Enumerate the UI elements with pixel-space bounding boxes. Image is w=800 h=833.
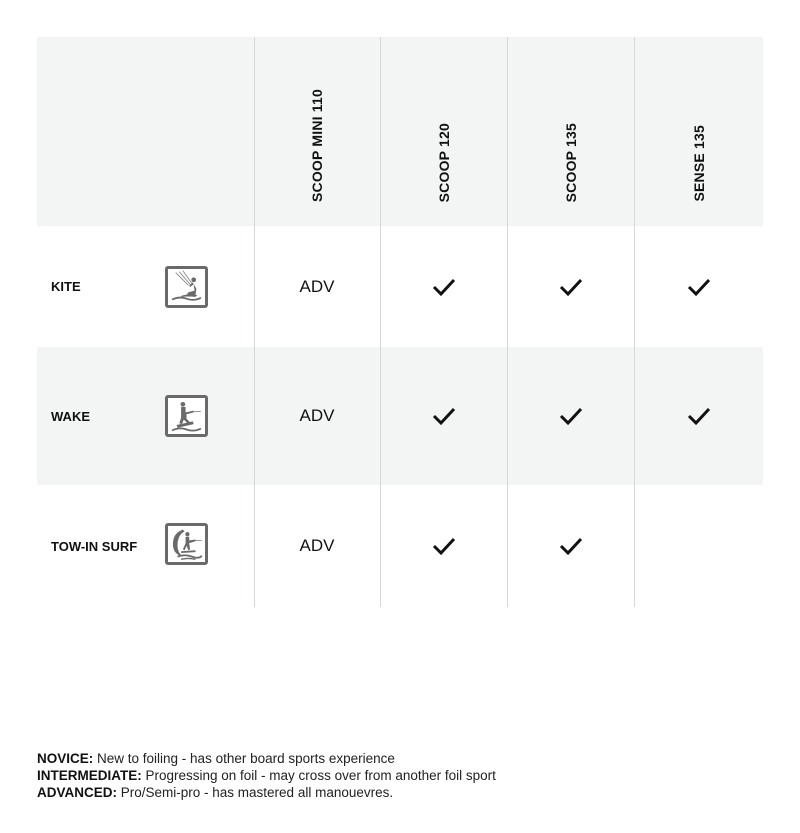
compatibility-table: [37, 37, 763, 607]
check-icon: [634, 347, 763, 485]
sport-label: WAKE: [51, 408, 90, 424]
table-row-wake: [37, 347, 763, 485]
check-icon: [380, 347, 507, 485]
legend-item-intermediate: INTERMEDIATE: Progressing on foil - may cross over from another foil sport: [37, 768, 496, 783]
column-header-sense-135: [634, 37, 763, 226]
cell-tow-in-surf-scoop-mini-110: ADV: [299, 536, 335, 555]
column-header-scoop-mini-110: [254, 37, 380, 226]
tow-in-surfer-icon: [165, 523, 208, 565]
skill-level-legend: [37, 750, 496, 801]
check-icon: [380, 485, 507, 607]
check-icon: [507, 485, 634, 607]
column-divider: [634, 37, 635, 607]
cell-tow-in-surf-sense-135: [634, 485, 763, 607]
check-icon: [380, 226, 507, 347]
column-header-label: SCOOP MINI 110: [309, 88, 325, 202]
column-header-scoop-120: [380, 37, 507, 226]
cell-wake-scoop-mini-110: ADV: [299, 406, 335, 425]
column-divider: [254, 37, 255, 607]
check-icon: [634, 226, 763, 347]
column-divider: [380, 37, 381, 607]
column-header-scoop-135: [507, 37, 634, 226]
wakeboarder-icon: [165, 395, 208, 437]
column-header-label: SCOOP 135: [562, 122, 579, 202]
cell-kite-scoop-mini-110: ADV: [299, 276, 335, 296]
table-row-kite: [37, 226, 763, 347]
table-header-row: [37, 37, 763, 226]
check-icon: [507, 226, 634, 347]
column-divider: [507, 37, 508, 607]
sport-label: KITE: [51, 279, 81, 294]
table-row-tow-in-surf: [37, 485, 763, 607]
legend-item-advanced: ADVANCED: Pro/Semi-pro - has mastered all manouevres.: [37, 785, 394, 800]
sport-label: TOW-IN SURF: [51, 538, 138, 554]
check-icon: [507, 347, 634, 485]
kitesurfer-icon: [165, 266, 208, 308]
column-header-label: SENSE 135: [690, 125, 707, 202]
legend-item-novice: NOVICE: New to foiling - has other board sports experience: [37, 751, 395, 766]
column-header-label: SCOOP 120: [435, 122, 452, 202]
